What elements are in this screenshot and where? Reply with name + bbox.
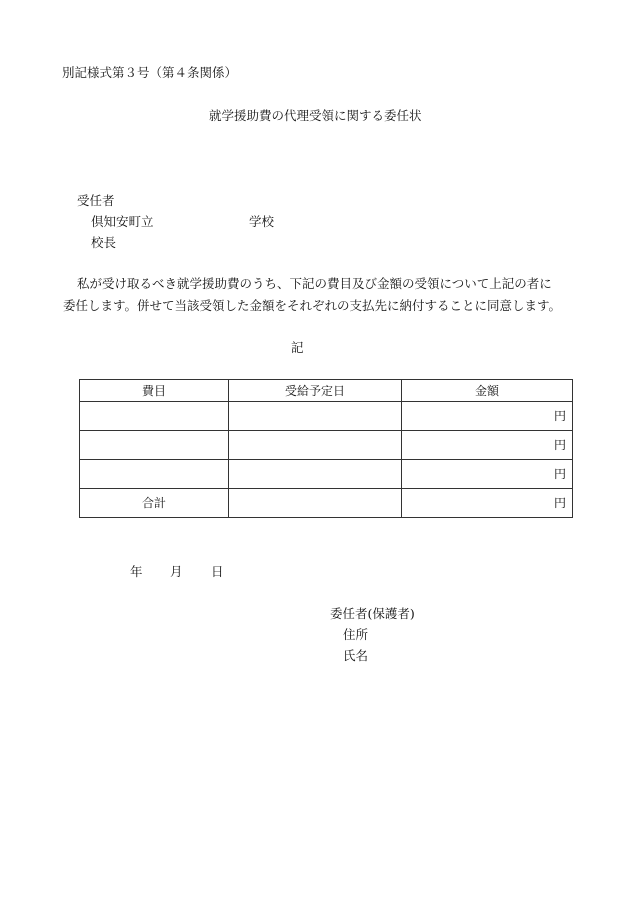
date-cell [229,460,402,489]
body-text-line-1: 私が受け取るべき就学援助費のうち、下記の費目及び金額の受領について上記の者に [77,276,552,291]
total-row [80,489,573,518]
school-name-suffix: 学校 [249,214,275,229]
amount-cell: 円 [402,431,573,460]
amount-cell: 円 [402,460,573,489]
date-day-label: 日 [211,564,224,579]
total-label: 合計 [80,489,229,518]
form-number: 別記様式第３号（第４条関係） [62,65,238,80]
table-row [80,431,573,460]
header-scheduled-date: 受給予定日 [229,380,402,402]
header-item: 費目 [80,380,229,402]
body-text-line-2: 委任します。併せて当該受領した金額をそれぞれの支払先に納付することに同意します。 [63,298,562,313]
table-row [80,402,573,431]
school-name-prefix: 倶知安町立 [91,214,154,229]
item-cell [80,431,229,460]
delegator-heading: 委任者(保護者) [330,606,415,621]
item-cell [80,460,229,489]
address-label: 住所 [343,627,369,642]
ki-label: 記 [291,340,304,355]
date-year-label: 年 [130,564,143,579]
date-cell [229,402,402,431]
date-month-label: 月 [170,564,183,579]
header-amount: 金額 [402,380,573,402]
name-label: 氏名 [343,648,369,663]
date-cell [229,431,402,460]
amount-cell: 円 [402,402,573,431]
total-amount-cell: 円 [402,489,573,518]
recipient-heading: 受任者 [77,193,115,208]
item-cell [80,402,229,431]
table-header-row [80,380,573,402]
principal-label: 校長 [91,235,117,250]
table-row [80,460,573,489]
document-title: 就学援助費の代理受領に関する委任状 [209,108,422,123]
expense-table [79,379,573,518]
total-date-cell [229,489,402,518]
